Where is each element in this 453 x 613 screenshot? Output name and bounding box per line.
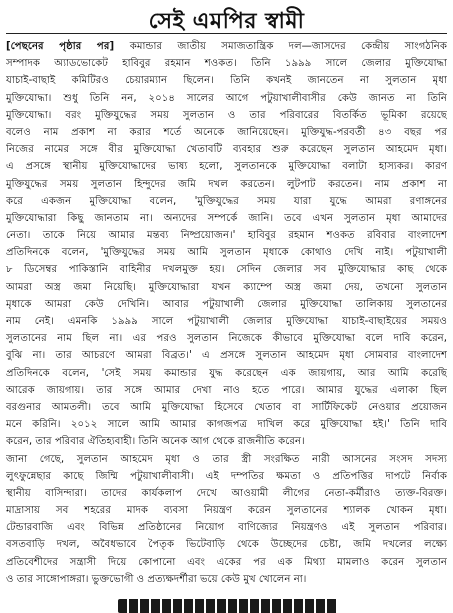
article-body <box>6 38 447 588</box>
article-line-text: মুক্তিযুদ্ধের সময় সুলতান হিন্দুদের জমি দখল করতেন। লুটপাট করতেন। নাম প্রকাশ না <box>6 178 447 190</box>
article-line <box>6 124 447 141</box>
headline-rule <box>6 33 447 34</box>
article-line <box>6 399 447 416</box>
article-line-text: বুঝি না। তার আচরণে আমরা বিব্রত।' এ প্রসঙ্গে সুলতান আহমেদ মৃধা সোমবার বাংলাদেশ <box>6 350 447 362</box>
article-line <box>6 193 447 210</box>
article-line-text: ও তার সাঙ্গোপাঙ্গরা। ভুক্তভোগী ও প্রত্যক্ষদর্শীরা ভয়ে কেউ মুখ খোলেন না। <box>6 573 307 585</box>
continuation-kicker: [পেছনের পৃষ্ঠার পর] <box>6 41 130 52</box>
article-line <box>6 502 447 519</box>
article-line-text: নেতা। তাকে নিয়ে আমার মন্তব্য নিষ্প্রয়োজন।' হাবিবুর রহমান শওকত রবিবার বাংলাদেশ <box>6 230 447 242</box>
article-line <box>6 519 447 536</box>
article-line <box>6 554 447 571</box>
article-line-text: লুৎফুন্নেছার কাছে জিম্মি পটুয়াখালীবাসী। এই দম্পতির ক্ষমতা ও প্রতিপত্তির দাপটে নির্বাক <box>6 470 447 482</box>
article-line <box>6 244 447 261</box>
article-line <box>6 72 447 89</box>
article-line <box>6 330 447 347</box>
article-line <box>6 365 447 382</box>
article-line <box>6 210 447 227</box>
article-line-text: ৮ ডিসেম্বর পাকিস্তানি বাহিনীর দখলমুক্ত হয়। সেদিন জেলার সব মুক্তিযোদ্ধার কাছ থেকে <box>6 264 447 276</box>
article-line-text: মাদ্রাসায় সব শহরের মাদক ব্যবসা নিয়ন্ত্রণ করেন সুলতানের শ্যালক খোকন মৃধা। <box>6 505 447 517</box>
article-line-text: আমরা অস্ত্র জমা নিয়েছি। মুক্তিযোদ্ধারা যখন ক্যাম্পে অস্ত্র জমা দেয়, তখনো সুলতান <box>6 281 447 293</box>
article-line <box>6 451 447 468</box>
article-line <box>6 347 447 364</box>
article-line <box>6 433 447 450</box>
article-line-text: করে একজন মুক্তিযোদ্ধা বলেন, 'মুক্তিযুদ্ধের সময় যারা যুদ্ধে আমরা রণাঙ্গনের <box>6 195 447 207</box>
article-line-text: প্রতিদিনকে বলেন, 'মুক্তিযুদ্ধের সময় আমি সুলতান মৃধাকে কোথাও দেখি নাই। পটুয়াখালী <box>6 247 447 259</box>
article-line-text: কমান্ডার জাতীয় সমাজতান্ত্রিক দল—জাসদের কেন্দ্রীয় সাংগঠনিক <box>129 41 447 52</box>
article-line <box>6 55 447 72</box>
article-line-text: টেন্ডারবাজি এবং বিভিন্ন প্রতিষ্ঠানের নিয়োগ বাণিজ্যের নিয়ন্ত্রণও এই সুলতান পরিবার। <box>6 522 447 534</box>
article-line <box>6 296 447 313</box>
article-line <box>6 38 447 55</box>
article-line <box>6 468 447 485</box>
article-line-text: মনে করিনি। ২০১২ সালে আমি আমার কাগজপত্র দাখিল করে মুক্তিযোদ্ধা হই।' তিনি দাবি <box>6 419 447 431</box>
article-line-text: বরগুনার আমতলী। তবে আমি মুক্তিযোদ্ধা হিসেবে খেতাব বা সার্টিফিকেট নেওয়ার প্রয়োজন <box>6 401 447 413</box>
article-line-text: জানা গেছে, সুলতান আহমেদ মৃধা ও তার স্ত্রী সংরক্ষিত নারী আসনের সংসদ সদস্য <box>6 453 447 465</box>
article-line-text: সুলতানের নাম ছিল না। এর পরও সুলতান নিজেকে কীভাবে মুক্তিযোদ্ধা বলে দাবি করেন, <box>6 333 447 345</box>
article-line <box>6 107 447 124</box>
article-line-text: প্রতিদিনকে বলেন, 'সেই সময় কমান্ডার যুদ্ধ করেছেন এক জায়গায়, আর আমি করেছি <box>6 367 447 379</box>
article-line <box>6 279 447 296</box>
article-line <box>6 382 447 399</box>
article-line <box>6 90 447 107</box>
article-line <box>6 485 447 502</box>
article-line-text: সম্পাদক অ্যাডভোকেট হাবিবুর রহমান শওকত। তিনি ১৯৯৯ সালে জেলার মুক্তিযোদ্ধা <box>6 58 447 70</box>
article-line <box>6 227 447 244</box>
headline: সেই এমপির স্বামী <box>148 8 305 34</box>
article-line <box>6 416 447 433</box>
article-line-text: বলেও নাম প্রকাশ না করার শর্তে অনেকে জানিয়েছেন। মুক্তিযুদ্ধ-পরবর্তী ৪৩ বছর পর <box>6 126 447 138</box>
article-line-text: বসতবাড়ি দখল, অবৈধভাবে পৈতৃক ভিটেবাড়ি থেকে উচ্ছেদের চেষ্টা, জমি দখলের লক্ষ্যে <box>6 539 447 551</box>
article-line-text: স্থানীয় বাসিন্দারা। তাদের কার্যকলাপ দেখে আওয়ামী লীগের নেতা-কর্মীরাও ত্যক্ত-বিরক্ত। <box>6 487 447 499</box>
article-line-text: মৃধাকে আমরা কেউ দেখিনি। আবার পটুয়াখালী জেলার মুক্তিযোদ্ধা তালিকায় সুলতানের <box>6 298 447 310</box>
article-line-text: এ প্রসঙ্গে স্থানীয় মুক্তিযোদ্ধাদের ভাষ্য হলো, সুলতানকে মুক্তিযোদ্ধা বলাটা হাস্যকর। কারণ <box>6 161 447 173</box>
article-line <box>6 571 447 588</box>
newspaper-masthead-logo <box>118 599 338 613</box>
article-line <box>6 313 447 330</box>
article-line-text: নিজের নামের সঙ্গে বীর মুক্তিযোদ্ধা খেতাবটি ব্যবহার শুরু করেছেন সুলতান আহমেদ মৃধা। <box>6 144 447 156</box>
article-line-text: নাম নেই। এমনকি ১৯৯৯ সালে পটুয়াখালী জেলার মুক্তিযোদ্ধা যাচাই-বাছাইয়ের সময়ও <box>6 316 447 327</box>
article-line-text: মুক্তিযোদ্ধা। বরং মুক্তিযুদ্ধের সময় সুলতান ও তার পরিবারের বিতর্কিত ভূমিকা রয়েছে <box>6 109 447 121</box>
article-line <box>6 536 447 553</box>
article-line <box>6 176 447 193</box>
article-line <box>6 141 447 158</box>
article-line-text: যাচাই-বাছাই কমিটিরও চেয়ারম্যান ছিলেন। তিনি কখনই জানতেন না সুলতান মৃধা <box>6 75 447 87</box>
article-line-text: আরেক জায়গায়। তার সঙ্গে আমার দেখা নাও হতে পারে। আমার যুদ্ধের এলাকা ছিল <box>6 384 447 396</box>
article-line-text: করেন, তার পরিবার ঐতিহ্যবাহী। তিনি অনেক আগ থেকে রাজনীতি করেন। <box>6 436 305 448</box>
article-line-text: মুক্তিযোদ্ধারা কিছু জানতাম না। অন্যদের সম্পর্কে জানি। তবে এখন সুলতান মৃধা আমাদের <box>6 212 447 224</box>
article-line <box>6 158 447 175</box>
article-line <box>6 261 447 278</box>
article-line-text: মুক্তিযোদ্ধা। শুধু তিনি নন, ২০১৪ সালের আগে পটুয়াখালীবাসীর কেউ জানত না তিনি <box>6 92 447 104</box>
article-line-text: প্রতিবেশীদের সন্ত্রাসী দিয়ে কোপানো এবং একের পর এক মিথ্যা মামলাও করেন সুলতান <box>6 556 447 568</box>
